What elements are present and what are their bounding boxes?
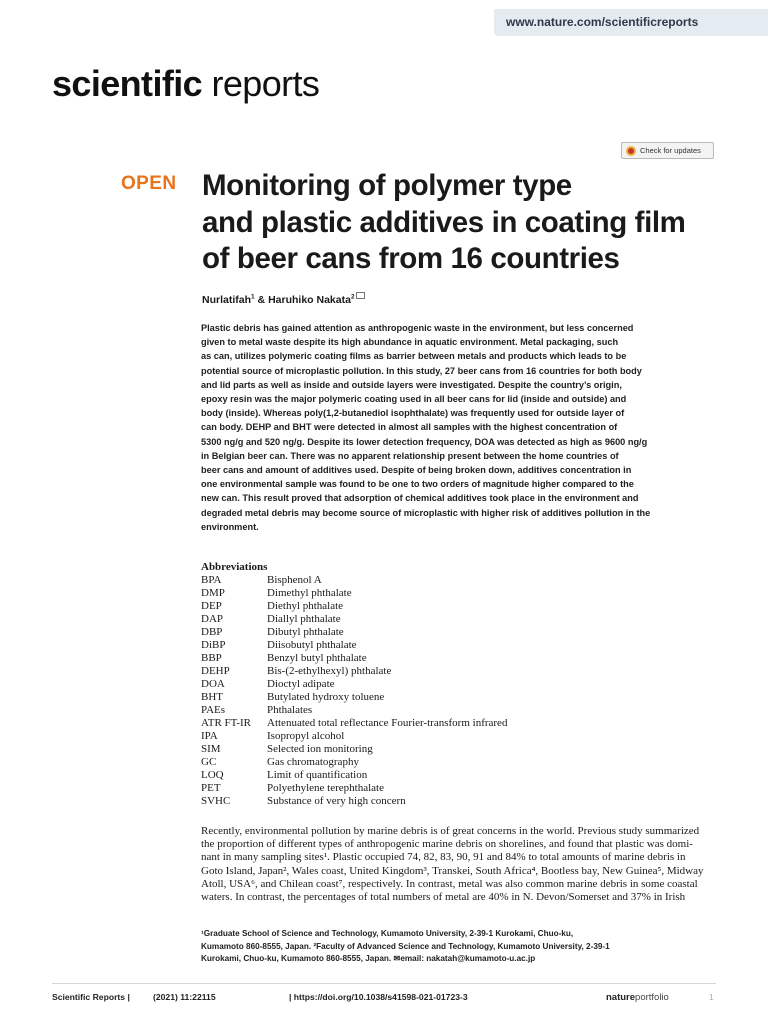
author-name[interactable]: Haruhiko Nakata [268, 294, 351, 306]
body-line: Atoll, USA⁶, and Chilean coast⁷, respectively. In contrast, metal was also common marine debris in some coastal [201, 877, 698, 890]
introduction-text [201, 825, 716, 904]
abbreviation: ATR FT-IR [201, 717, 252, 729]
abstract-line: degraded metal debris may become source of microplastic with higher risk of additives pollution in the [201, 507, 651, 518]
abbreviation-row [201, 600, 507, 613]
check-for-updates-label: Check for updates [640, 146, 701, 155]
abbreviation: PAEs [201, 704, 226, 716]
abbreviation-row [201, 782, 507, 795]
footer-divider [52, 983, 716, 984]
abbreviation-row [201, 639, 507, 652]
abbreviation-term: Dibutyl phthalate [267, 626, 344, 638]
abbreviation: DBP [201, 626, 223, 638]
affiliation-line[interactable]: Kurokami, Chuo-ku, Kumamoto 860-8555, Japan. ✉email: nakatah@kumamoto-u.ac.jp [201, 954, 536, 963]
body-line: Goto Island, Japan², Wales coast, United Kingdom³, Transkei, South Africa⁴, Bootless bay, New Guinea⁵, Midway [201, 864, 704, 877]
page-number: 1 [709, 992, 714, 1002]
abbreviation-term: Isopropyl alcohol [267, 730, 345, 742]
author-joiner: & [254, 294, 269, 306]
abbreviation-row [201, 665, 507, 678]
abbreviation: BPA [201, 574, 222, 586]
affiliation-line: ¹Graduate School of Science and Technology, Kumamoto University, 2-39-1 Kurokami, Chuo-ku, [201, 929, 574, 938]
affiliation-marker: 2 [350, 293, 355, 301]
affiliations [201, 928, 716, 966]
logo-scientific: scientific [52, 63, 203, 104]
abbreviation-term: Butylated hydroxy toluene [267, 691, 385, 703]
journal-logo [52, 63, 320, 104]
abbreviation-row [201, 691, 507, 704]
abstract [201, 321, 716, 534]
abstract-line: in Belgian beer can. There was no apparent relationship present between the home countries of [201, 450, 619, 461]
email-icon[interactable] [356, 292, 365, 299]
abbreviation-term: Dimethyl phthalate [267, 587, 352, 599]
abbreviation-term: Diisobutyl phthalate [267, 639, 357, 651]
crossmark-icon [626, 146, 636, 156]
abstract-line: 5300 ng/g and 520 ng/g. Despite its lower detection frequency, DOA was detected as high as 9600 ng/g [201, 436, 648, 447]
abbreviation-term: Benzyl butyl phthalate [267, 652, 367, 664]
brand-nature: nature [606, 992, 636, 1003]
abstract-line: potential source of microplastic pollution. In this study, 27 beer cans from 16 countries for both body [201, 365, 642, 376]
abstract-line: body (inside). Whereas poly(1,2-butanediol isophthalate) was frequently used for outside layer of [201, 408, 625, 419]
abbreviation: DEP [201, 600, 222, 612]
abbreviation-term: Polyethylene terephthalate [267, 782, 384, 794]
abstract-line: can body. DEHP and BHT were detected in almost all samples with the highest concentration of [201, 422, 618, 433]
abbreviation-term: Bis-(2-ethylhexyl) phthalate [267, 665, 392, 677]
footer-journal: Scientific Reports | [52, 992, 130, 1002]
title-line: Monitoring of polymer type [202, 169, 572, 202]
abbreviation: BBP [201, 652, 222, 664]
journal-url[interactable]: www.nature.com/scientificreports [506, 15, 699, 29]
abbreviation: DEHP [201, 665, 230, 677]
abbreviation: DAP [201, 613, 224, 625]
body-line: waters. In contrast, the percentages of total numbers of metal are 40% in N. Devon/Somerset and 37% in Irish [201, 891, 686, 904]
title-line: and plastic additives in coating film [202, 205, 686, 239]
abbreviation-term: Bisphenol A [267, 574, 322, 586]
abstract-line: beer cans and amount of additives used. Despite of being broken down, additives concentration in [201, 465, 632, 476]
abstract-line: given to metal waste despite its high abundance in aquatic environment. Metal packaging, such [201, 337, 619, 348]
abstract-line: one environmental sample was found to be one to two orders of magnitude higher compared to the [201, 479, 634, 490]
abbreviation-term: Dioctyl adipate [267, 678, 335, 690]
abbreviation-row [201, 652, 507, 665]
abbreviation-term: Limit of quantification [267, 769, 368, 781]
affiliation-line: Kumamoto 860-8555, Japan. ²Faculty of Advanced Science and Technology, Kumamoto University, 2-39-1 [201, 941, 610, 951]
abbreviation: DMP [201, 587, 225, 599]
nature-portfolio-logo [606, 992, 669, 1003]
abbreviation-term: Diallyl phthalate [267, 613, 341, 625]
abbreviation-term: Diethyl phthalate [267, 600, 344, 612]
abbreviation: DiBP [201, 639, 226, 651]
abbreviation-row [201, 613, 507, 626]
author-list [202, 292, 365, 306]
abbreviation-term: Phthalates [267, 704, 313, 716]
abstract-line: new can. This result proved that adsorption of chemical additives took place in the environment and [201, 493, 639, 504]
abbreviation-row [201, 704, 507, 717]
abbreviations-heading: Abbreviations [201, 561, 268, 573]
journal-url-tab[interactable] [494, 9, 768, 36]
abbreviation-row [201, 678, 507, 691]
abbreviation-row [201, 756, 507, 769]
abbreviation-row [201, 743, 507, 756]
abstract-line: as can, utilizes polymeric coating films as barrier between metals and products which leads to be [201, 351, 627, 362]
abbreviation-row [201, 769, 507, 782]
abstract-line: Plastic debris has gained attention as anthropogenic waste in the environment, but less concerned [201, 323, 634, 333]
abbreviation-term: Substance of very high concern [267, 795, 406, 807]
abbreviation: GC [201, 756, 217, 768]
title-line: of beer cans from 16 countries [202, 242, 620, 275]
abbreviation: BHT [201, 691, 223, 703]
article-title [202, 168, 722, 278]
affiliation-marker: 1 [251, 293, 255, 301]
abbreviation: SVHC [201, 795, 231, 807]
open-access-label: OPEN [121, 173, 177, 194]
abbreviations-list [201, 561, 507, 808]
abbreviation: DOA [201, 678, 225, 690]
footer-year-volume: (2021) 11:22115 [153, 992, 216, 1002]
author-name[interactable]: Nurlatifah [202, 294, 252, 306]
abstract-line: and lid parts as well as inside and outside layers were investigated. Despite the country’s origin, [201, 379, 622, 390]
logo-reports: reports [211, 63, 320, 104]
abbreviation-term: Gas chromatography [267, 756, 359, 768]
abbreviation: LOQ [201, 769, 224, 781]
abstract-line: environment. [201, 521, 259, 532]
abbreviation-row [201, 626, 507, 639]
abbreviation-term: Attenuated total reflectance Fourier-transform infrared [267, 717, 508, 729]
abbreviation-row [201, 730, 507, 743]
abbreviation: SIM [201, 743, 221, 755]
abstract-line: epoxy resin was the major polymeric coating used in all beer cans for lid (inside and outside) and [201, 394, 627, 405]
abbreviation: PET [201, 782, 221, 794]
abbreviation-row [201, 574, 507, 587]
body-line: Recently, environmental pollution by marine debris is of great concerns in the world. Previous study summarized [201, 825, 700, 837]
abbreviation-row [201, 587, 507, 600]
check-for-updates-button[interactable] [621, 142, 714, 159]
brand-portfolio: portfolio [635, 992, 669, 1003]
footer-doi-link[interactable]: | https://doi.org/10.1038/s41598-021-01723-3 [289, 992, 468, 1002]
abbreviation: IPA [201, 730, 218, 742]
abbreviation-term: Selected ion monitoring [267, 743, 373, 755]
body-line: nant in many sampling sites¹. Plastic occupied 74, 82, 83, 90, 91 and 84% to total amounts of marine debris in [201, 851, 686, 864]
abbreviation-row [201, 717, 507, 730]
abbreviation-row [201, 795, 507, 808]
body-line: the proportion of different types of anthropogenic marine debris on shorelines, and found that plastic was domi- [201, 838, 693, 851]
